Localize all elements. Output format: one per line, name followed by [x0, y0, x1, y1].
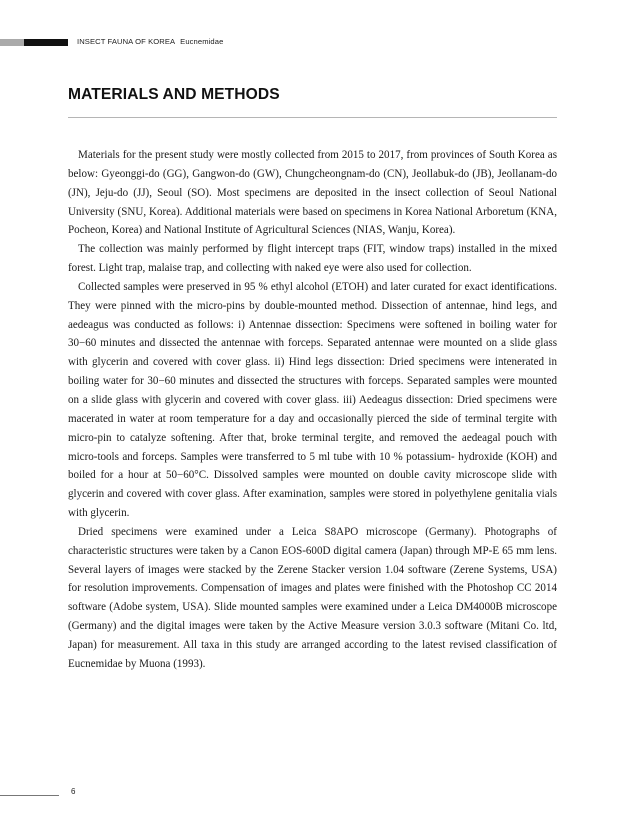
header-bar-black [24, 39, 68, 46]
running-title: INSECT FAUNA OF KOREA [77, 37, 176, 46]
page-number: 6 [71, 787, 76, 796]
title-rule [68, 117, 557, 118]
paragraph-dissection: Collected samples were preserved in 95 % ethyl alcohol (ETOH) and later curated for exact identifications. They were pinned with the micro-pins by double-mounted method. Dissection of antennae, hind legs, and aedeagus was conducted as follows: i) Antennae dissection: Specimens were softened in boiling water for 30−60 minutes and dissected the antennae with forceps. Separated antennae were mounted on a slide glass with glycerin and covered with cover glass. ii) Hind legs dissection: Dried specimens were intenerated in boiling water for 30−60 minutes and dissected the structures with forceps. Separated samples were mounted on a slide glass with glycerin and covered with cover glass. iii) Aedeagus dissection: Dried specimens were macerated in water at room temperature for a day and occasionally pierced the side of terminal tergite with micro-pin to catalyze softening. After that, broke terminal tergite, and removed the aedeagal pouch with micro-tools and forceps. Samples were transferred to 5 ml tube with 10 % potassium- hydroxide (KOH) and boiled for a hour at 50−60°C. Dissolved samples were mounted on double cavity microscope slide with glycerin and covered with cover glass. After examination, samples were stored in polyethylene genitalia vials with glycerin. [68, 280, 557, 520]
footer-rule [0, 795, 59, 796]
paragraph-imaging: Dried specimens were examined under a Leica S8APO microscope (Germany). Photographs of characteristic structures were taken by a Canon EOS-600D digital camera (Japan) through MP-E 65 mm lens. Several layers of images were stacked by the Zerene Stacker version 1.04 software (Zerene Systems, USA) for resolution improvements. Compensation of images and plates were finished with the Photoshop CC 2014 software (Adobe system, USA). Slide mounted samples were examined under a Leica DM4000B microscope (Germany) and the digital images were taken by the Active Measure version 3.0.3 software (Mitani Co. ltd, Japan) for measurement. All taxa in this study are arranged according to the latest revised classification of Eucnemidae by Muona (1993). [68, 525, 557, 670]
paragraph-collection-sites: Materials for the present study were mostly collected from 2015 to 2017, from provinces of South Korea as below: Gyeonggi-do (GG), Gangwon-do (GW), Chungcheongnam-do (CN), Jeollabuk-do (JB), Jeollanam-do (JN), Jeju-do (JJ), Seoul (SO). Most specimens are deposited in the insect collection of Seoul National University (SNU, Korea). Additional materials were based on specimens in Korea National Arboretum (KNA, Pocheon, Korea) and National Institute of Agricultural Sciences (NIAS, Wanju, Korea). [68, 149, 557, 237]
running-header [77, 37, 223, 46]
running-family: Eucnemidae [180, 37, 224, 46]
body-text [68, 146, 557, 674]
section-title: MATERIALS AND METHODS [68, 86, 280, 103]
paragraph-collection-methods: The collection was mainly performed by flight intercept traps (FIT, window traps) installed in the mixed forest. Light trap, malaise trap, and collecting with naked eye were also used for collection. [68, 243, 557, 275]
header-bar-gray [0, 39, 24, 46]
